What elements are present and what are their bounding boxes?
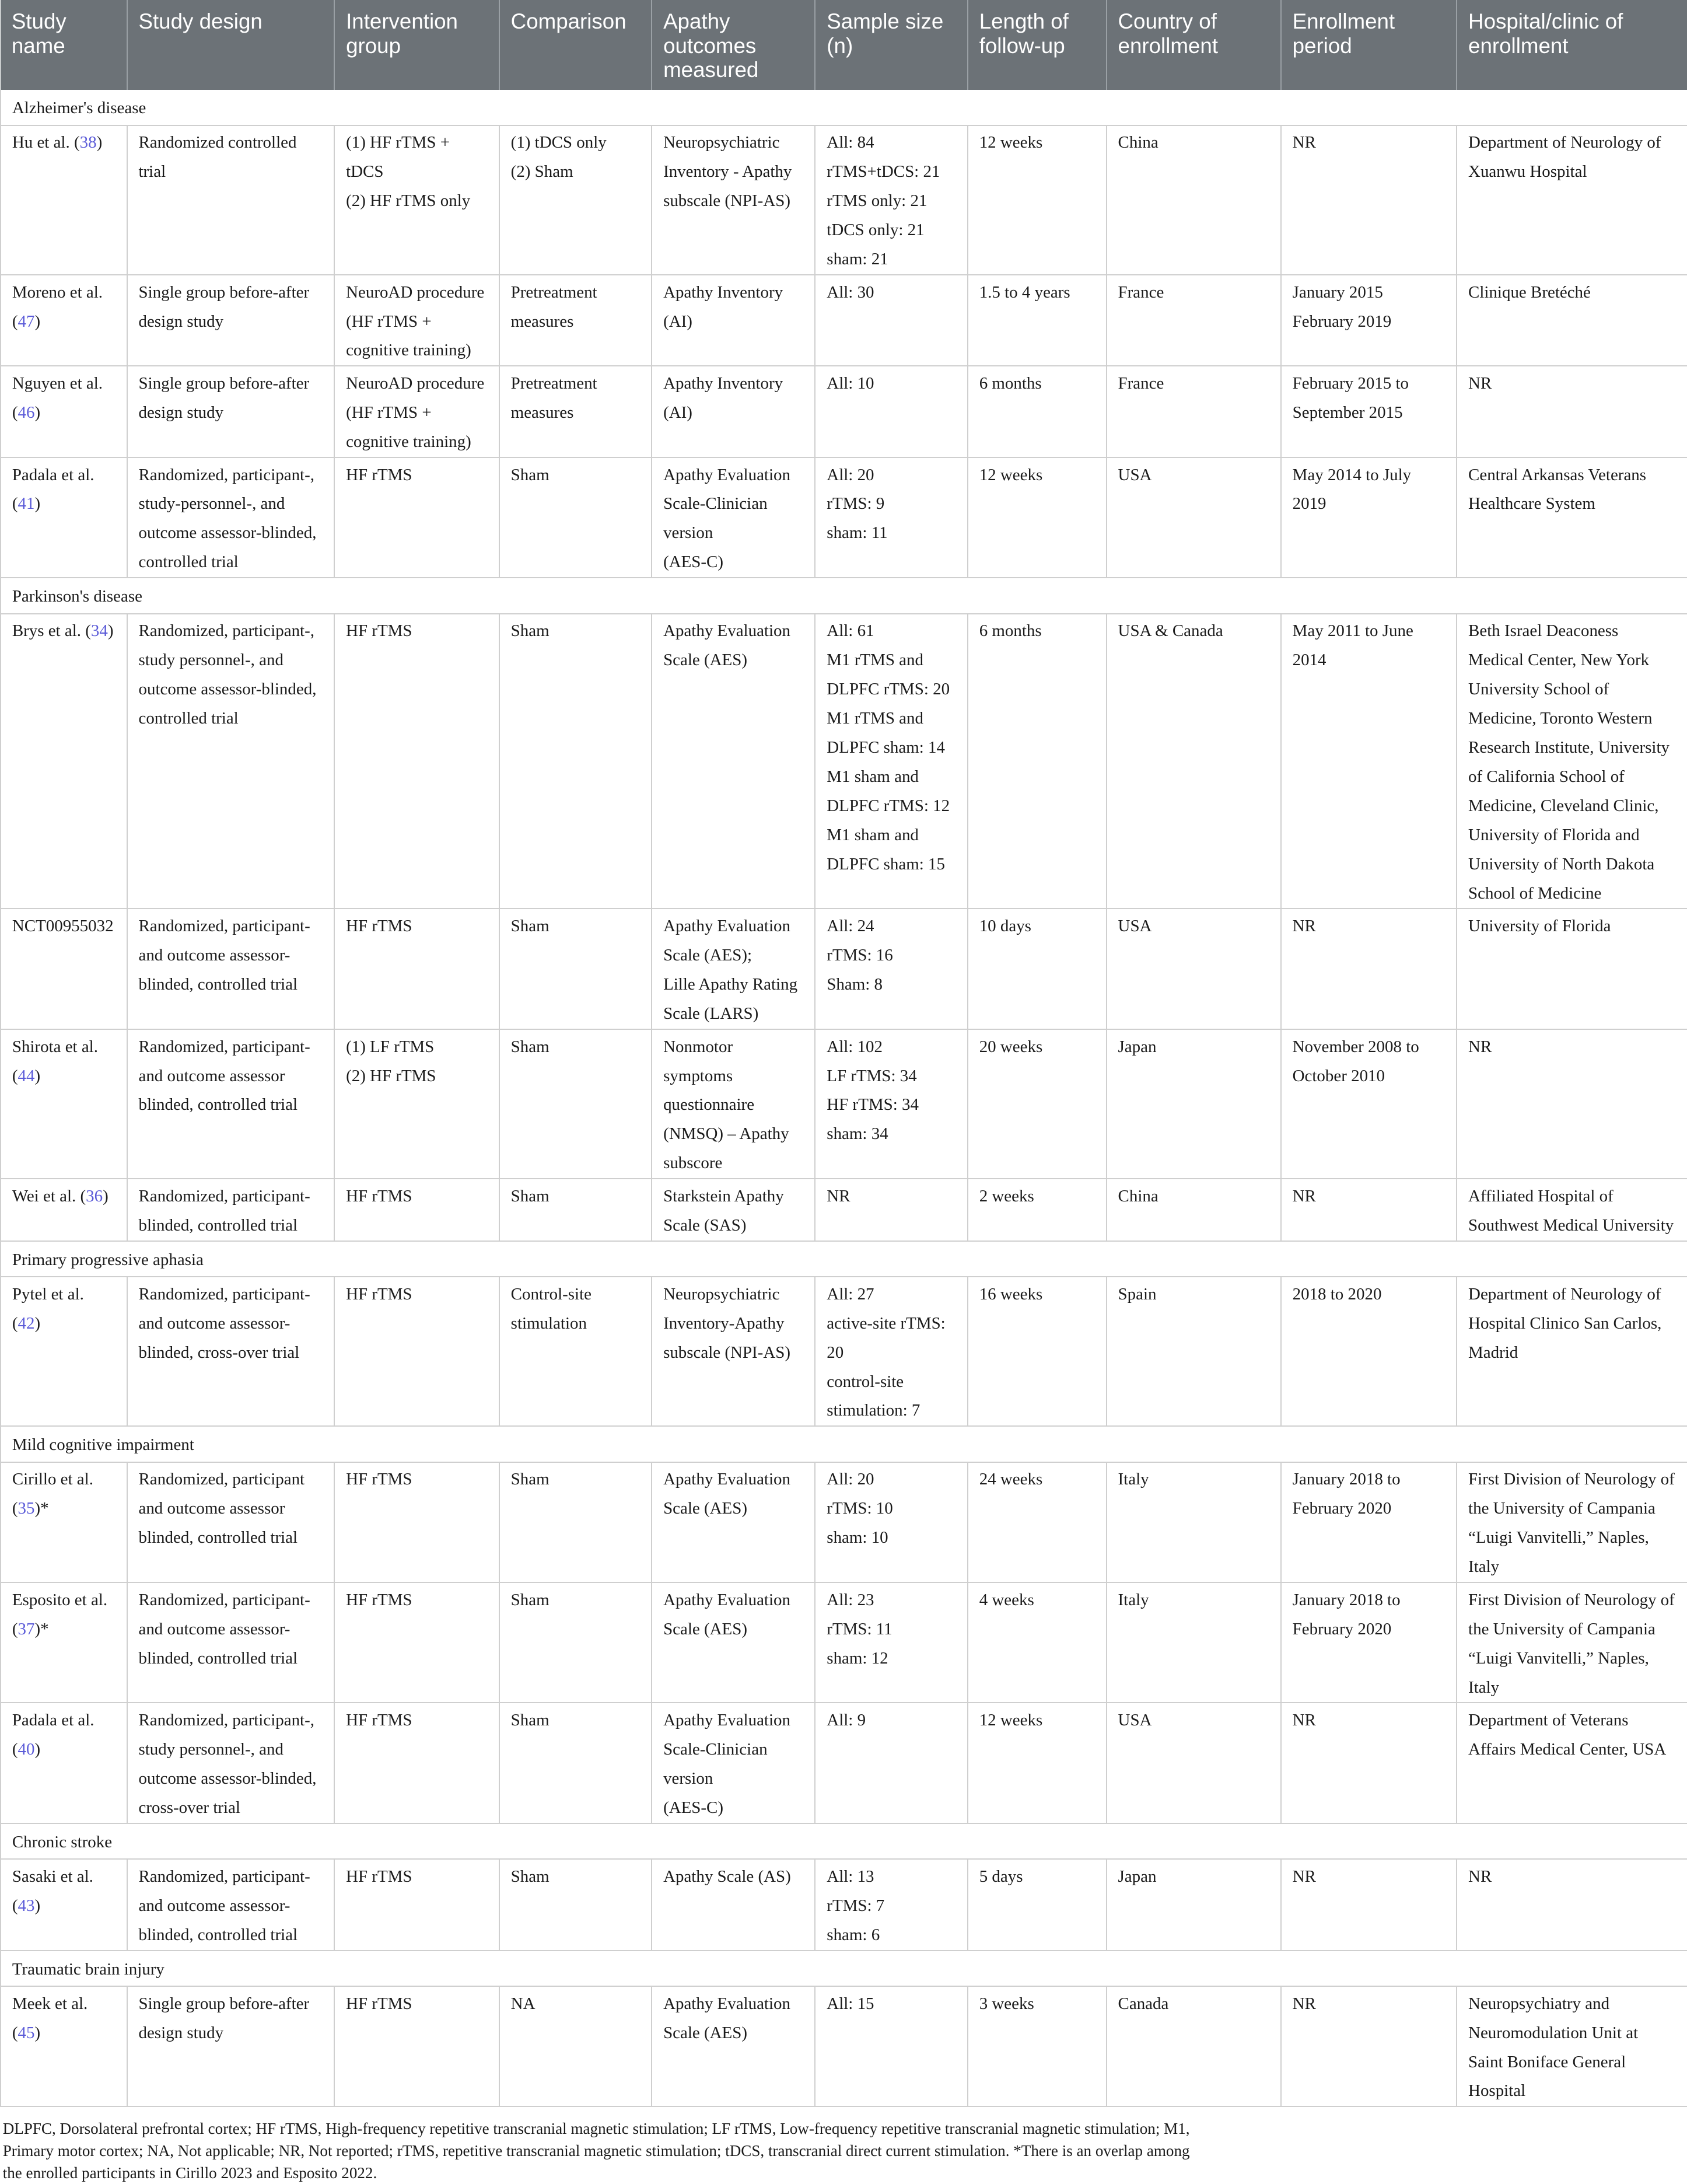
hospital-cell: Department of Neurology of Xuanwu Hospital bbox=[1457, 125, 1687, 275]
study-name-cell: Brys et al. (34) bbox=[1, 614, 127, 909]
country-cell: USA & Canada bbox=[1107, 614, 1281, 909]
follow-up-cell: 4 weeks bbox=[968, 1582, 1107, 1703]
group-row bbox=[1, 1426, 1687, 1462]
hospital-cell: Beth Israel Deaconess Medical Center, New York University School of Medicine, Toronto Western Research Institute, University of California School of Medicine, Cleveland Clinic, University of Florida and University of North Dakota School of Medicine bbox=[1457, 614, 1687, 909]
enrollment-period-cell: NR bbox=[1281, 1986, 1457, 2106]
intervention-cell: HF rTMS bbox=[334, 1582, 499, 1703]
sample-size-cell: All: 23 rTMS: 11 sham: 12 bbox=[815, 1582, 967, 1703]
follow-up-cell: 6 months bbox=[968, 366, 1107, 457]
follow-up-cell: 10 days bbox=[968, 908, 1107, 1029]
study-name: Shirota et al. bbox=[12, 1037, 98, 1056]
table-row bbox=[1, 1703, 1687, 1823]
hospital-cell: Department of Veterans Affairs Medical Center, USA bbox=[1457, 1703, 1687, 1823]
study-design-cell: Randomized, participant-blinded, controlled trial bbox=[127, 1179, 335, 1241]
outcomes-cell: Apathy Evaluation Scale (AES) bbox=[652, 1582, 815, 1703]
comparison-cell: Sham bbox=[499, 1462, 652, 1582]
comparison-cell: (1) tDCS only (2) Sham bbox=[499, 125, 652, 275]
study-name-cell: Wei et al. (36) bbox=[1, 1179, 127, 1241]
outcomes-cell: Neuropsychiatric Inventory-Apathy subscale (NPI-AS) bbox=[652, 1277, 815, 1426]
reference-link[interactable]: 47 bbox=[18, 312, 35, 331]
comparison-cell: Sham bbox=[499, 1859, 652, 1950]
group-label: Primary progressive aphasia bbox=[1, 1241, 1687, 1277]
country-cell: USA bbox=[1107, 908, 1281, 1029]
study-name-cell: Meek et al. (45) bbox=[1, 1986, 127, 2106]
study-design-cell: Randomized, participant- and outcome assessor-blinded, controlled trial bbox=[127, 1582, 335, 1703]
hospital-cell: University of Florida bbox=[1457, 908, 1687, 1029]
study-name: Sasaki et al. bbox=[12, 1867, 93, 1886]
hospital-cell: Clinique Bretéché bbox=[1457, 275, 1687, 366]
table-row bbox=[1, 1277, 1687, 1426]
enrollment-period-cell: NR bbox=[1281, 1703, 1457, 1823]
country-cell: China bbox=[1107, 1179, 1281, 1241]
reference-link[interactable]: 45 bbox=[18, 2023, 35, 2042]
sample-size-cell: All: 84 rTMS+tDCS: 21 rTMS only: 21 tDCS only: 21 sham: 21 bbox=[815, 125, 967, 275]
reference-link[interactable]: 42 bbox=[18, 1313, 35, 1333]
follow-up-cell: 12 weeks bbox=[968, 457, 1107, 578]
comparison-cell: Sham bbox=[499, 1029, 652, 1179]
group-label: Traumatic brain injury bbox=[1, 1951, 1687, 1986]
hospital-cell: NR bbox=[1457, 1859, 1687, 1950]
intervention-cell: HF rTMS bbox=[334, 1703, 499, 1823]
follow-up-cell: 5 days bbox=[968, 1859, 1107, 1950]
enrollment-period-cell: January 2018 to February 2020 bbox=[1281, 1582, 1457, 1703]
comparison-cell: NA bbox=[499, 1986, 652, 2106]
hospital-cell: Affiliated Hospital of Southwest Medical University bbox=[1457, 1179, 1687, 1241]
enrollment-period-cell: January 2015 February 2019 bbox=[1281, 275, 1457, 366]
header-enrollment-period: Enrollment period bbox=[1281, 0, 1457, 90]
overlap-marker: * bbox=[40, 1619, 49, 1638]
header-apathy-outcomes: Apathy outcomes measured bbox=[652, 0, 815, 90]
study-name-cell: Moreno et al. (47) bbox=[1, 275, 127, 366]
study-name: Padala et al. bbox=[12, 465, 94, 484]
intervention-cell: HF rTMS bbox=[334, 1277, 499, 1426]
follow-up-cell: 12 weeks bbox=[968, 1703, 1107, 1823]
enrollment-period-cell: May 2014 to July 2019 bbox=[1281, 457, 1457, 578]
sample-size-cell: NR bbox=[815, 1179, 967, 1241]
study-name: Meek et al. bbox=[12, 1994, 88, 2013]
study-design-cell: Randomized controlled trial bbox=[127, 125, 335, 275]
enrollment-period-cell: NR bbox=[1281, 125, 1457, 275]
intervention-cell: HF rTMS bbox=[334, 614, 499, 909]
country-cell: Italy bbox=[1107, 1462, 1281, 1582]
outcomes-cell: Apathy Evaluation Scale (AES) bbox=[652, 1986, 815, 2106]
reference-link[interactable]: 35 bbox=[18, 1499, 35, 1518]
sample-size-cell: All: 102 LF rTMS: 34 HF rTMS: 34 sham: 34 bbox=[815, 1029, 967, 1179]
table-row bbox=[1, 1859, 1687, 1950]
header-comparison: Comparison bbox=[499, 0, 652, 90]
sample-size-cell: All: 15 bbox=[815, 1986, 967, 2106]
study-name: Cirillo et al. bbox=[12, 1470, 93, 1489]
outcomes-cell: Apathy Inventory (AI) bbox=[652, 275, 815, 366]
intervention-cell: HF rTMS bbox=[334, 457, 499, 578]
study-design-cell: Single group before-after design study bbox=[127, 366, 335, 457]
study-design-cell: Randomized, participant and outcome assessor blinded, controlled trial bbox=[127, 1462, 335, 1582]
intervention-cell: HF rTMS bbox=[334, 1859, 499, 1950]
study-name-cell: Padala et al. (41) bbox=[1, 457, 127, 578]
country-cell: France bbox=[1107, 275, 1281, 366]
study-name: Nguyen et al. bbox=[12, 374, 103, 393]
group-row bbox=[1, 1823, 1687, 1859]
follow-up-cell: 2 weeks bbox=[968, 1179, 1107, 1241]
hospital-cell: First Division of Neurology of the University of Campania “Luigi Vanvitelli,” Naples, Italy bbox=[1457, 1582, 1687, 1703]
follow-up-cell: 24 weeks bbox=[968, 1462, 1107, 1582]
comparison-cell: Pretreatment measures bbox=[499, 366, 652, 457]
country-cell: France bbox=[1107, 366, 1281, 457]
table-row bbox=[1, 1179, 1687, 1241]
outcomes-cell: Apathy Scale (AS) bbox=[652, 1859, 815, 1950]
follow-up-cell: 16 weeks bbox=[968, 1277, 1107, 1426]
hospital-cell: Neuropsychiatry and Neuromodulation Unit at Saint Boniface General Hospital bbox=[1457, 1986, 1687, 2106]
enrollment-period-cell: February 2015 to September 2015 bbox=[1281, 366, 1457, 457]
sample-size-cell: All: 20 rTMS: 9 sham: 11 bbox=[815, 457, 967, 578]
comparison-cell: Sham bbox=[499, 1582, 652, 1703]
comparison-cell: Pretreatment measures bbox=[499, 275, 652, 366]
study-design-cell: Randomized, participant- and outcome assessor-blinded, cross-over trial bbox=[127, 1277, 335, 1426]
reference-link[interactable]: 44 bbox=[18, 1066, 35, 1085]
sample-size-cell: All: 61 M1 rTMS and DLPFC rTMS: 20 M1 rTMS and DLPFC sham: 14 M1 sham and DLPFC rTMS: 12 M1 sham and DLPFC sham: 15 bbox=[815, 614, 967, 909]
hospital-cell: NR bbox=[1457, 1029, 1687, 1179]
study-name: Moreno et al. bbox=[12, 282, 103, 302]
study-name: Brys et al. bbox=[12, 621, 82, 641]
table-row bbox=[1, 908, 1687, 1029]
intervention-cell: HF rTMS bbox=[334, 1462, 499, 1582]
comparison-cell: Sham bbox=[499, 908, 652, 1029]
enrollment-period-cell: November 2008 to October 2010 bbox=[1281, 1029, 1457, 1179]
group-label: Chronic stroke bbox=[1, 1823, 1687, 1859]
table-header-row bbox=[1, 0, 1687, 90]
reference-link[interactable]: 41 bbox=[18, 494, 35, 513]
intervention-cell: NeuroAD procedure (HF rTMS + cognitive training) bbox=[334, 275, 499, 366]
group-row bbox=[1, 1951, 1687, 1986]
study-name-cell: Hu et al. (38) bbox=[1, 125, 127, 275]
study-name-cell bbox=[1, 908, 127, 1029]
outcomes-cell: Apathy Evaluation Scale (AES); Lille Apathy Rating Scale (LARS) bbox=[652, 908, 815, 1029]
country-cell: Italy bbox=[1107, 1582, 1281, 1703]
group-row bbox=[1, 90, 1687, 125]
header-sample-size: Sample size (n) bbox=[815, 0, 967, 90]
header-country: Country of enrollment bbox=[1107, 0, 1281, 90]
study-design-cell: Randomized, participant-, study-personnel-, and outcome assessor-blinded, controlled trial bbox=[127, 457, 335, 578]
outcomes-cell: Nonmotor symptoms questionnaire (NMSQ) – Apathy subscore bbox=[652, 1029, 815, 1179]
study-name: Esposito et al. bbox=[12, 1590, 108, 1609]
table-row bbox=[1, 1582, 1687, 1703]
study-name-cell: Nguyen et al. (46) bbox=[1, 366, 127, 457]
country-cell: China bbox=[1107, 125, 1281, 275]
group-label: Mild cognitive impairment bbox=[1, 1426, 1687, 1462]
table-row bbox=[1, 275, 1687, 366]
comparison-cell: Sham bbox=[499, 457, 652, 578]
sample-size-cell: All: 10 bbox=[815, 366, 967, 457]
country-cell: USA bbox=[1107, 457, 1281, 578]
reference-link[interactable]: 37 bbox=[18, 1619, 35, 1638]
study-design-cell: Randomized, participant- and outcome assessor-blinded, controlled trial bbox=[127, 1859, 335, 1950]
table-row bbox=[1, 614, 1687, 909]
outcomes-cell: Apathy Evaluation Scale (AES) bbox=[652, 614, 815, 909]
header-hospital: Hospital/clinic of enrollment bbox=[1457, 0, 1687, 90]
outcomes-cell: Apathy Evaluation Scale (AES) bbox=[652, 1462, 815, 1582]
study-name-cell: Padala et al. (40) bbox=[1, 1703, 127, 1823]
table-row bbox=[1, 1462, 1687, 1582]
follow-up-cell: 12 weeks bbox=[968, 125, 1107, 275]
study-design-cell: Randomized, participant- and outcome assessor-blinded, controlled trial bbox=[127, 908, 335, 1029]
study-name-cell: Cirillo et al. (35)* bbox=[1, 1462, 127, 1582]
country-cell: Spain bbox=[1107, 1277, 1281, 1426]
sample-size-cell: All: 13 rTMS: 7 sham: 6 bbox=[815, 1859, 967, 1950]
intervention-cell: (1) HF rTMS + tDCS (2) HF rTMS only bbox=[334, 125, 499, 275]
enrollment-period-cell: NR bbox=[1281, 908, 1457, 1029]
table-row bbox=[1, 1986, 1687, 2106]
group-row bbox=[1, 1241, 1687, 1277]
enrollment-period-cell: 2018 to 2020 bbox=[1281, 1277, 1457, 1426]
country-cell: USA bbox=[1107, 1703, 1281, 1823]
study-name: Padala et al. bbox=[12, 1711, 94, 1730]
country-cell: Japan bbox=[1107, 1029, 1281, 1179]
study-name-cell: Sasaki et al. (43) bbox=[1, 1859, 127, 1950]
header-study-name: Study name bbox=[1, 0, 127, 90]
study-name-cell: Pytel et al. (42) bbox=[1, 1277, 127, 1426]
hospital-cell: First Division of Neurology of the University of Campania “Luigi Vanvitelli,” Naples, Italy bbox=[1457, 1462, 1687, 1582]
intervention-cell: HF rTMS bbox=[334, 908, 499, 1029]
enrollment-period-cell: January 2018 to February 2020 bbox=[1281, 1462, 1457, 1582]
outcomes-cell: Apathy Evaluation Scale-Clinician version (AES-C) bbox=[652, 1703, 815, 1823]
table-row bbox=[1, 457, 1687, 578]
reference-link[interactable]: 43 bbox=[18, 1896, 35, 1915]
study-design-cell: Randomized, participant-, study personnel-, and outcome assessor-blinded, controlled trial bbox=[127, 614, 335, 909]
study-design-cell: Randomized, participant-, study personnel-, and outcome assessor-blinded, cross-over trial bbox=[127, 1703, 335, 1823]
hospital-cell: Department of Neurology of Hospital Clinico San Carlos, Madrid bbox=[1457, 1277, 1687, 1426]
study-design-cell: Single group before-after design study bbox=[127, 275, 335, 366]
table-row bbox=[1, 366, 1687, 457]
study-name: Hu et al. bbox=[12, 133, 70, 152]
intervention-cell: HF rTMS bbox=[334, 1179, 499, 1241]
comparison-cell: Sham bbox=[499, 614, 652, 909]
outcomes-cell: Neuropsychiatric Inventory - Apathy subscale (NPI-AS) bbox=[652, 125, 815, 275]
study-name: NCT00955032 bbox=[12, 917, 114, 936]
sample-size-cell: All: 20 rTMS: 10 sham: 10 bbox=[815, 1462, 967, 1582]
comparison-cell: Sham bbox=[499, 1703, 652, 1823]
study-name-cell: Shirota et al. (44) bbox=[1, 1029, 127, 1179]
comparison-cell: Sham bbox=[499, 1179, 652, 1241]
intervention-cell: HF rTMS bbox=[334, 1986, 499, 2106]
study-design-cell: Single group before-after design study bbox=[127, 1986, 335, 2106]
table-row bbox=[1, 125, 1687, 275]
enrollment-period-cell: May 2011 to June 2014 bbox=[1281, 614, 1457, 909]
reference-link[interactable]: 36 bbox=[86, 1186, 103, 1205]
outcomes-cell: Apathy Evaluation Scale-Clinician version (AES-C) bbox=[652, 457, 815, 578]
hospital-cell: NR bbox=[1457, 366, 1687, 457]
follow-up-cell: 3 weeks bbox=[968, 1986, 1107, 2106]
table-row bbox=[1, 1029, 1687, 1179]
group-row bbox=[1, 578, 1687, 613]
sample-size-cell: All: 9 bbox=[815, 1703, 967, 1823]
country-cell: Canada bbox=[1107, 1986, 1281, 2106]
table-footnote: DLPFC, Dorsolateral prefrontal cortex; HF rTMS, High-frequency repetitive transcranial magnetic stimulation; LF rTMS, Low-frequency repetitive transcranial magnetic stimulation; M1, Primary motor cortex; NA, Not applicable; NR, Not reported; rTMS, repetitive transcranial magnetic stimulation; tDCS, transcranial direct current stimulation. *There is an overlap among the enrolled participants in Cirillo 2023 and Esposito 2022. bbox=[2, 2120, 1190, 2182]
sample-size-cell: All: 24 rTMS: 16 Sham: 8 bbox=[815, 908, 967, 1029]
outcomes-cell: Starkstein Apathy Scale (SAS) bbox=[652, 1179, 815, 1241]
table-body bbox=[1, 90, 1687, 2106]
comparison-cell: Control-site stimulation bbox=[499, 1277, 652, 1426]
country-cell: Japan bbox=[1107, 1859, 1281, 1950]
study-name: Pytel et al. bbox=[12, 1284, 84, 1304]
follow-up-cell: 1.5 to 4 years bbox=[968, 275, 1107, 366]
group-label: Parkinson's disease bbox=[1, 578, 1687, 613]
study-design-cell: Randomized, participant- and outcome assessor blinded, controlled trial bbox=[127, 1029, 335, 1179]
enrollment-period-cell: NR bbox=[1281, 1859, 1457, 1950]
reference-link[interactable]: 40 bbox=[18, 1740, 35, 1759]
intervention-cell: NeuroAD procedure (HF rTMS + cognitive training) bbox=[334, 366, 499, 457]
hospital-cell: Central Arkansas Veterans Healthcare System bbox=[1457, 457, 1687, 578]
reference-link[interactable]: 38 bbox=[79, 133, 97, 152]
sample-size-cell: All: 30 bbox=[815, 275, 967, 366]
group-label: Alzheimer's disease bbox=[1, 90, 1687, 125]
outcomes-cell: Apathy Inventory (AI) bbox=[652, 366, 815, 457]
study-name: Wei et al. bbox=[12, 1186, 76, 1205]
reference-link[interactable]: 46 bbox=[18, 403, 35, 422]
sample-size-cell: All: 27 active-site rTMS: 20 control-site stimulation: 7 bbox=[815, 1277, 967, 1426]
follow-up-cell: 20 weeks bbox=[968, 1029, 1107, 1179]
enrollment-period-cell: NR bbox=[1281, 1179, 1457, 1241]
study-name-cell: Esposito et al. (37)* bbox=[1, 1582, 127, 1703]
header-follow-up: Length of follow-up bbox=[968, 0, 1107, 90]
follow-up-cell: 6 months bbox=[968, 614, 1107, 909]
header-intervention-group: Intervention group bbox=[334, 0, 499, 90]
overlap-marker: * bbox=[40, 1499, 49, 1518]
intervention-cell: (1) LF rTMS (2) HF rTMS bbox=[334, 1029, 499, 1179]
reference-link[interactable]: 34 bbox=[90, 621, 108, 641]
header-study-design: Study design bbox=[127, 0, 335, 90]
